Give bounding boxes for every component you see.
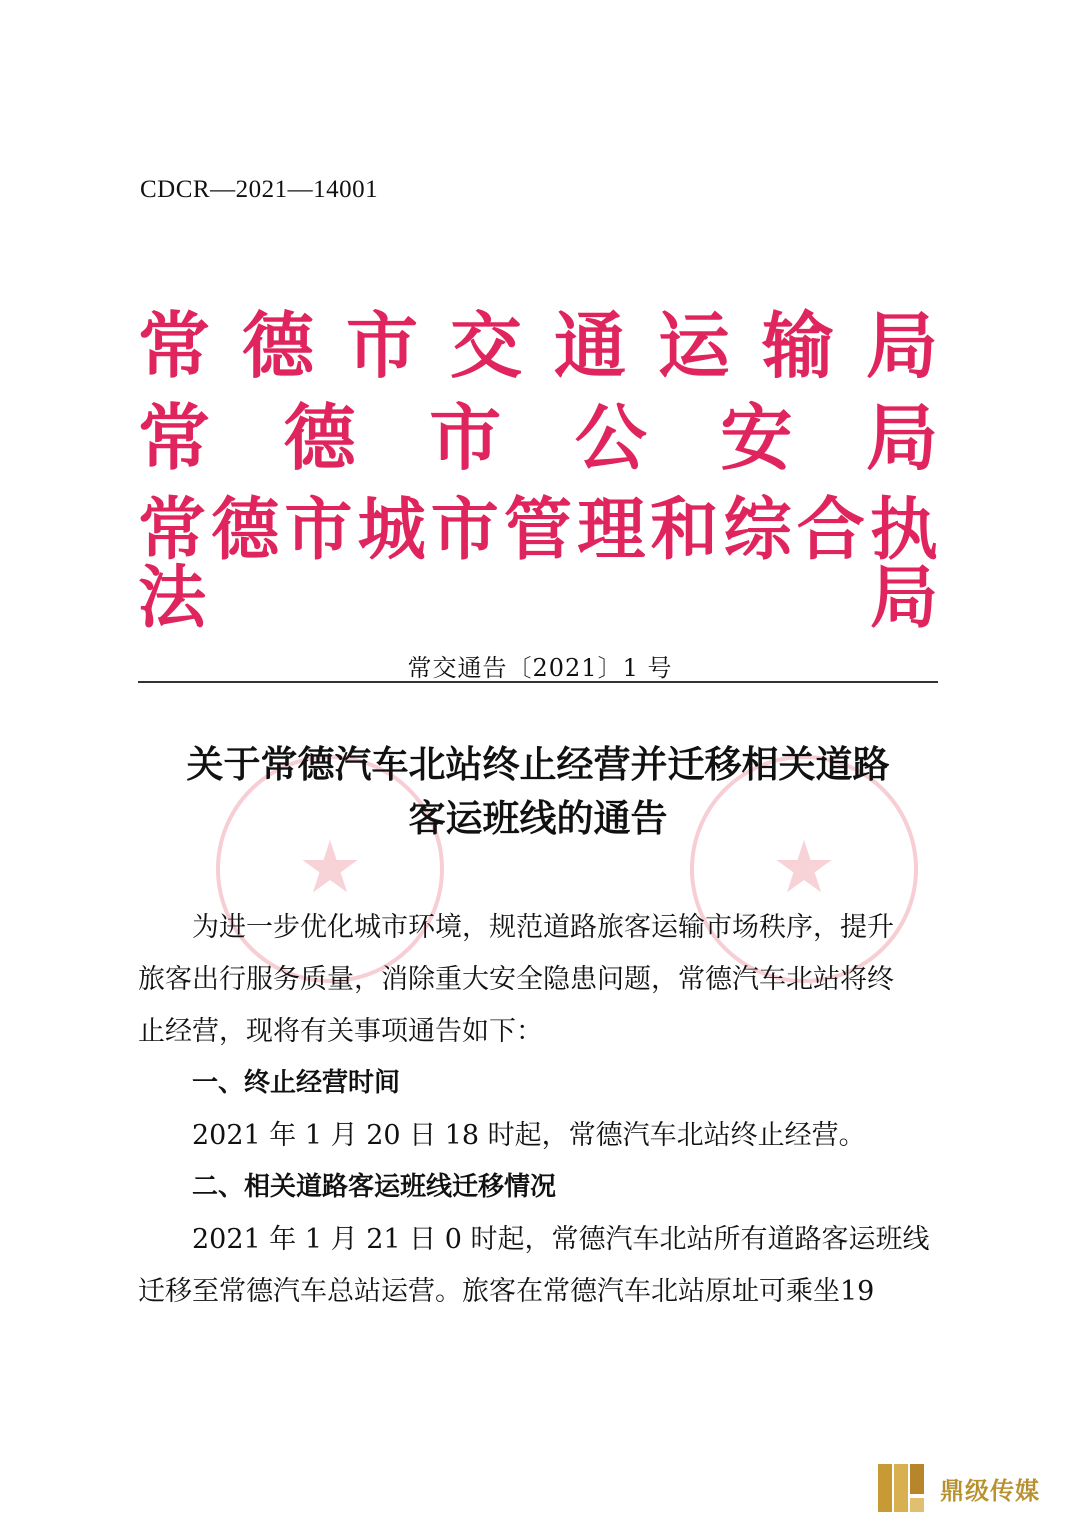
issuer-line-police [138, 395, 938, 480]
issuer-char: 局 [865, 303, 938, 388]
body-paragraph: 为进一步优化城市环境，规范道路旅客运输市场秩序，提升 [192, 912, 894, 943]
brand-watermark [874, 1455, 1074, 1521]
issuer-line-transport [138, 303, 938, 388]
section-heading: 一、终止经营时间 [192, 1068, 401, 1098]
document-code: CDCR—2021—14001 [140, 176, 379, 203]
issuer-line-urban-management [138, 490, 938, 638]
issuer-text: 常德市城市管理和综合执法局 [138, 490, 938, 638]
issuer-char: 市 [429, 395, 502, 480]
issuer-char: 输 [761, 303, 834, 388]
issuer-char: 常 [138, 395, 211, 480]
issuer-char: 局 [865, 395, 938, 480]
issuer-char: 公 [574, 395, 647, 480]
issuer-char: 交 [449, 303, 522, 388]
issuer-char: 安 [720, 395, 793, 480]
document-number: 常交通告〔2021〕1 号 [407, 654, 673, 682]
official-seal-right [690, 755, 918, 983]
notice-title-line-1: 关于常德汽车北站终止经营并迁移相关道路 [186, 742, 890, 786]
issuer-char: 常 [138, 303, 211, 388]
official-seal-left [216, 755, 444, 983]
issuer-char: 市 [345, 303, 418, 388]
brand-name: 鼎级传媒 [940, 1476, 1040, 1505]
issuer-char: 通 [553, 303, 626, 388]
notice-title-line-2: 客运班线的通告 [408, 796, 668, 840]
separator-line [138, 681, 938, 683]
body-paragraph: 迁移至常德汽车总站运营。旅客在常德汽车北站原址可乘坐19 [138, 1276, 875, 1307]
issuer-char: 德 [241, 303, 314, 388]
body-paragraph: 2021 年 1 月 21 日 0 时起，常德汽车北站所有道路客运班线 [192, 1224, 930, 1255]
brand-logo-icon [874, 1460, 930, 1516]
section-heading: 二、相关道路客运班线迁移情况 [192, 1172, 557, 1202]
issuer-char: 德 [283, 395, 356, 480]
body-paragraph: 2021 年 1 月 20 日 18 时起，常德汽车北站终止经营。 [192, 1120, 866, 1151]
body-paragraph: 旅客出行服务质量，消除重大安全隐患问题，常德汽车北站将终 [138, 964, 894, 995]
seal-star-icon: ★ [771, 825, 837, 909]
issuer-char: 运 [657, 303, 730, 388]
body-paragraph: 止经营，现将有关事项通告如下： [138, 1016, 543, 1047]
seal-star-icon: ★ [297, 825, 363, 909]
